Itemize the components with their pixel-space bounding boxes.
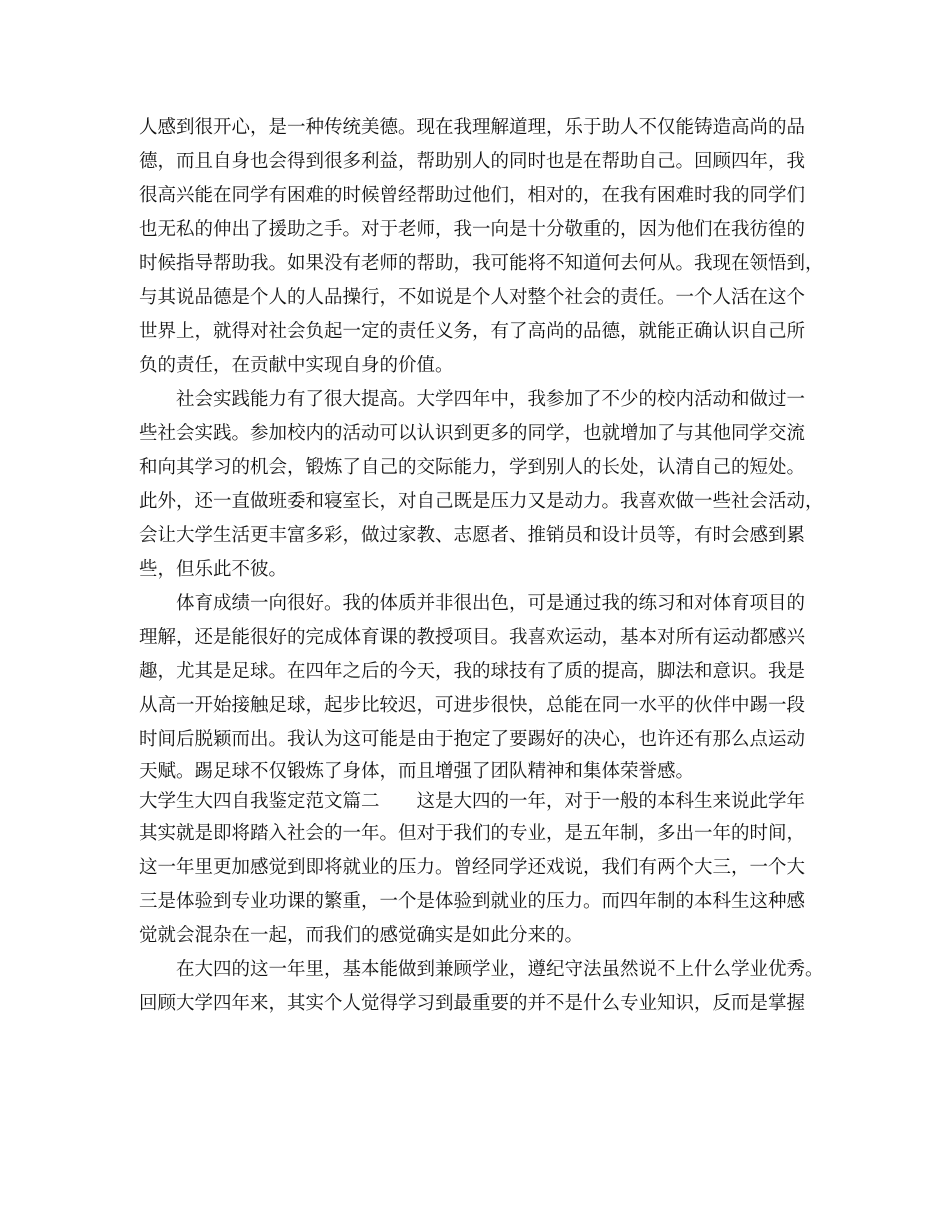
text-line: 与其说品德是个人的人品操行，不如说是个人对整个社会的责任。一个人活在这个 <box>139 287 806 308</box>
text-line: 从高一开始接触足球，起步比较迟，可进步很快，总能在同一水平的伙伴中踢一段 <box>139 695 806 716</box>
text-line: 负的责任，在贡献中实现自身的价值。 <box>139 355 454 376</box>
text-line: 世界上，就得对社会负起一定的责任义务，有了高尚的品德，就能正确认识自己所 <box>139 321 806 342</box>
text-line: 很高兴能在同学有困难的时候曾经帮助过他们，相对的，在我有困难时我的同学们 <box>139 185 806 206</box>
paragraph-start-line: 体育成绩一向很好。我的体质并非很出色，可是通过我的练习和对体育项目的 <box>176 593 806 614</box>
text-line: 时候指导帮助我。如果没有老师的帮助，我可能将不知道何去何从。我现在领悟到， <box>139 253 824 274</box>
text-line: 也无私的伸出了援助之手。对于老师，我一向是十分敬重的，因为他们在我彷徨的 <box>139 219 806 240</box>
text-line: 趣，尤其是足球。在四年之后的今天，我的球技有了质的提高，脚法和意识。我是 <box>139 661 806 682</box>
text-line: 德，而且自身也会得到很多利益，帮助别人的同时也是在帮助自己。回顾四年，我 <box>139 151 806 172</box>
section-heading-line: 大学生大四自我鉴定范文篇二 这是大四的一年，对于一般的本科生来说此学年 <box>139 791 806 812</box>
text-line: 这一年里更加感觉到即将就业的压力。曾经同学还戏说，我们有两个大三，一个大 <box>139 857 806 878</box>
paragraph-start-line: 在大四的这一年里，基本能做到兼顾学业，遵纪守法虽然说不上什么学业优秀。 <box>176 959 824 980</box>
text-line: 会让大学生活更丰富多彩，做过家教、志愿者、推销员和设计员等，有时会感到累 <box>139 525 806 546</box>
text-line: 人感到很开心，是一种传统美德。现在我理解道理，乐于助人不仅能铸造高尚的品 <box>139 117 806 138</box>
text-line: 些，但乐此不彼。 <box>139 559 288 580</box>
text-line: 三是体验到专业功课的繁重，一个是体验到就业的压力。而四年制的本科生这种感 <box>139 891 806 912</box>
text-line: 天赋。踢足球不仅锻炼了身体，而且增强了团队精神和集体荣誉感。 <box>139 761 695 782</box>
text-line: 时间后脱颖而出。我认为这可能是由于抱定了要踢好的决心，也许还有那么点运动 <box>139 729 806 750</box>
text-line: 此外，还一直做班委和寝室长，对自己既是压力又是动力。我喜欢做一些社会活动， <box>139 491 824 512</box>
text-line: 回顾大学四年来，其实个人觉得学习到最重要的并不是什么专业知识，反而是掌握 <box>139 993 806 1014</box>
text-line: 些社会实践。参加校内的活动可以认识到更多的同学，也就增加了与其他同学交流 <box>139 423 806 444</box>
paragraph-start-line: 社会实践能力有了很大提高。大学四年中，我参加了不少的校内活动和做过一 <box>176 389 806 410</box>
text-line: 理解，还是能很好的完成体育课的教授项目。我喜欢运动，基本对所有运动都感兴 <box>139 627 806 648</box>
document-body <box>139 111 829 1021</box>
text-line: 觉就会混杂在一起，而我们的感觉确实是如此分来的。 <box>139 925 584 946</box>
text-line: 和向其学习的机会，锻炼了自己的交际能力，学到别人的长处，认清自己的短处。 <box>139 457 806 478</box>
text-line: 其实就是即将踏入社会的一年。但对于我们的专业，是五年制，多出一年的时间， <box>139 823 806 844</box>
